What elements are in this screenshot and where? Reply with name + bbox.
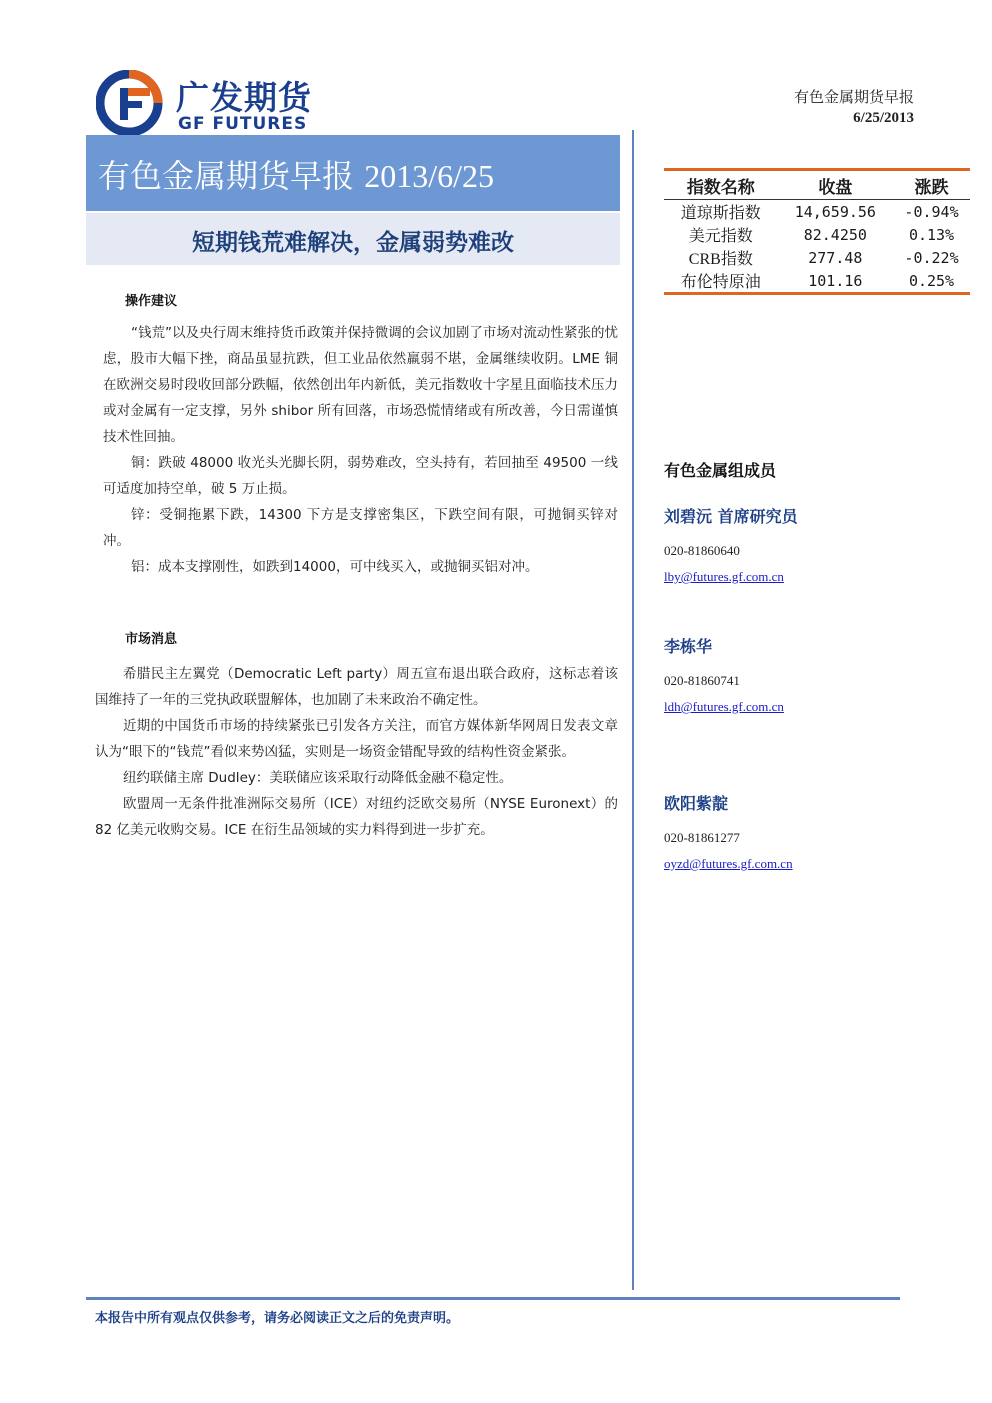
footer-disclaimer: 本报告中所有观点仅供参考，请务必阅读正文之后的免责声明。: [95, 1311, 460, 1326]
table-cell: -0.94%: [904, 202, 959, 221]
team-member-email[interactable]: oyzd@futures.gf.com.cn: [664, 856, 793, 871]
team-member-phone: 020-81860741: [664, 673, 740, 688]
company-logo: [96, 70, 346, 136]
table-cell: -0.22%: [904, 248, 959, 267]
table-header-row: [664, 170, 970, 200]
logo-text-en: GF FUTURES: [178, 114, 308, 134]
advice-paragraph: 铝：成本支撑刚性，如跌到14000，可中线买入，或抛铜买铝对冲。: [131, 559, 539, 575]
table-row: [664, 246, 970, 269]
news-paragraph: 纽约联储主席 Dudley：美联储应该采取行动降低金融不稳定性。: [123, 770, 513, 786]
header-report-name: 有色金属期货早报: [793, 88, 914, 106]
table-row: [664, 269, 970, 294]
news-heading: 市场消息: [125, 632, 178, 647]
news-paragraph: 希腊民主左翼党（Democratic Left party）周五宣布退出联合政府，这标志着该国维持了一年的三党执政联盟解体，也加剧了未来政治不确定性。: [95, 666, 618, 708]
logo-text-cn: 广发期货: [176, 78, 312, 117]
table-header-cell: 涨跌: [893, 170, 970, 200]
table-header-cell: 收盘: [778, 170, 893, 200]
table-cell: 82.4250: [803, 225, 867, 244]
table-cell: 14,659.56: [794, 202, 876, 221]
header-date: 6/25/2013: [853, 110, 914, 126]
table-cell: 布伦特原油: [664, 269, 778, 294]
index-table: [664, 168, 970, 295]
team-member-name: 李栋华: [664, 637, 713, 656]
table-cell: 道琼斯指数: [680, 205, 761, 222]
team-member-phone: 020-81861277: [664, 830, 740, 845]
table-cell: CRB指数: [688, 251, 753, 268]
advice-paragraph: 锌：受铜拖累下跌，14300 下方是支撑密集区，下跌空间有限，可抛铜买锌对冲。: [103, 507, 618, 549]
table-row: [664, 223, 970, 246]
team-member-phone: 020-81860640: [664, 543, 740, 558]
news-body: [95, 661, 618, 843]
news-paragraph: 欧盟周一无条件批准洲际交易所（ICE）对纽约泛欧交易所（NYSE Euronext）的82 亿美元收购交易。ICE 在衍生品领域的实力料得到进一步扩充。: [95, 796, 618, 838]
gf-logo-icon: [96, 70, 168, 136]
column-divider: [632, 130, 634, 1290]
page-title: [98, 151, 494, 197]
team-member-email[interactable]: lby@futures.gf.com.cn: [664, 569, 784, 584]
advice-paragraph: “钱荒”以及央行周末维持货币政策并保持微调的会议加剧了市场对流动性紧张的忧虑，股市大幅下挫，商品虽显抗跌，但工业品依然羸弱不堪，金属继续收阴。LME 铜在欧洲交易时段收回部分跌幅，依然创出年内新低，美元指数收十字星且面临技术压力或对金属有一定支撑，另外 shibor 所有回落，市场恐慌情绪或有所改善，今日需谨慎技术性回抽。: [103, 325, 618, 445]
advice-paragraph: 铜：跌破 48000 收光头光脚长阴，弱势难改，空头持有，若回抽至 49500 一线可适度加持空单，破 5 万止损。: [103, 455, 618, 497]
advice-body: [103, 320, 618, 580]
team-member-email[interactable]: ldh@futures.gf.com.cn: [664, 699, 784, 714]
page-title-text: 有色金属期货早报: [98, 157, 355, 195]
team-member-name: 刘碧沅 首席研究员: [664, 507, 798, 526]
table-cell: 101.16: [778, 269, 893, 294]
team-member-name: 欧阳紫靛: [664, 794, 729, 813]
footer-divider: [86, 1297, 900, 1300]
page-subtitle: 短期钱荒难解决，金属弱势难改: [192, 230, 514, 256]
team-heading: 有色金属组成员: [664, 461, 777, 480]
advice-heading: 操作建议: [125, 294, 178, 309]
table-cell: 0.25%: [893, 269, 970, 294]
page-title-date: 2013/6/25: [364, 158, 494, 194]
table-cell: 美元指数: [688, 228, 753, 245]
table-header-cell: 指数名称: [664, 170, 778, 200]
table-cell: 0.13%: [908, 225, 955, 244]
table-cell: 277.48: [808, 248, 863, 267]
title-band: [86, 135, 620, 211]
subtitle-band: [86, 213, 620, 265]
news-paragraph: 近期的中国货币市场的持续紧张已引发各方关注，而官方媒体新华网周日发表文章认为“眼下的“钱荒”看似来势凶猛，实则是一场资金错配导致的结构性资金紧张。: [95, 718, 618, 760]
table-row: [664, 200, 970, 224]
